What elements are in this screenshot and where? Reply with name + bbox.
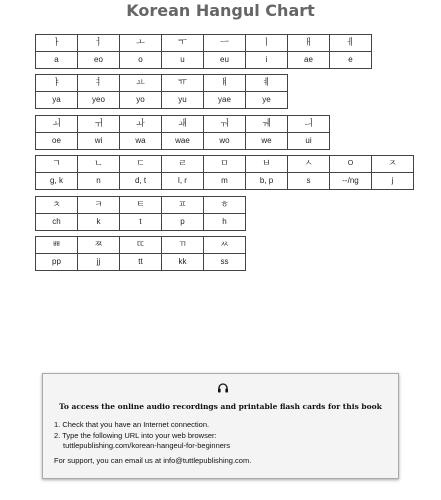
- romanization-row: [35, 253, 245, 270]
- hangul-row: [35, 155, 413, 172]
- romanization-cell: ye: [245, 91, 288, 109]
- hangul-cell: ㅒ: [203, 74, 246, 92]
- hangul-cell: ㄷ: [119, 155, 162, 173]
- headphones-icon: [217, 382, 229, 394]
- section-basic-consonants: [35, 155, 413, 189]
- romanization-cell: wi: [77, 132, 120, 150]
- romanization-cell: j: [371, 172, 414, 190]
- romanization-row: [35, 172, 413, 189]
- hangul-cell: ㅚ: [35, 115, 78, 133]
- romanization-cell: ya: [35, 91, 78, 109]
- romanization-cell: wae: [161, 132, 204, 150]
- romanization-row: [35, 51, 371, 68]
- hangul-cell: ㅊ: [35, 196, 78, 214]
- romanization-cell: i: [245, 51, 288, 69]
- hangul-cell: ㅘ: [119, 115, 162, 133]
- hangul-cell: ㅈ: [371, 155, 414, 173]
- hangul-cell: ㅑ: [35, 74, 78, 92]
- hangul-cell: ㄱ: [35, 155, 78, 173]
- romanization-cell: wa: [119, 132, 162, 150]
- hangul-row: [35, 115, 329, 132]
- info-url: tuttlepublishing.com/korean-hangeul-for-beginners: [63, 441, 231, 450]
- romanization-cell: h: [203, 213, 246, 231]
- hangul-cell: ㅛ: [119, 74, 162, 92]
- section-y-vowels: [35, 74, 287, 108]
- hangul-cell: ㅋ: [77, 196, 120, 214]
- romanization-cell: s: [287, 172, 330, 190]
- section-double-consonants: [35, 236, 245, 270]
- romanization-cell: kk: [161, 253, 204, 271]
- romanization-cell: pp: [35, 253, 78, 271]
- romanization-cell: n: [77, 172, 120, 190]
- hangul-cell: ㅢ: [287, 115, 330, 133]
- hangul-cell: ㅖ: [245, 74, 288, 92]
- hangul-cell: ㅁ: [203, 155, 246, 173]
- audio-info-box: [42, 373, 399, 479]
- romanization-row: [35, 91, 287, 108]
- romanization-cell: m: [203, 172, 246, 190]
- hangul-cell: ㅡ: [203, 34, 246, 52]
- hangul-cell: ㅇ: [329, 155, 372, 173]
- romanization-cell: b, p: [245, 172, 288, 190]
- romanization-cell: oe: [35, 132, 78, 150]
- romanization-cell: --/ng: [329, 172, 372, 190]
- romanization-cell: g, k: [35, 172, 78, 190]
- hangul-cell: ㄴ: [77, 155, 120, 173]
- hangul-cell: ㅓ: [77, 34, 120, 52]
- romanization-cell: we: [245, 132, 288, 150]
- romanization-cell: a: [35, 51, 78, 69]
- romanization-row: [35, 213, 245, 230]
- romanization-cell: o: [119, 51, 162, 69]
- hangul-cell: ㅔ: [329, 34, 372, 52]
- hangul-row: [35, 196, 245, 213]
- romanization-cell: d, t: [119, 172, 162, 190]
- hangul-cell: ㅍ: [161, 196, 204, 214]
- romanization-cell: u: [161, 51, 204, 69]
- hangul-cell: ㅏ: [35, 34, 78, 52]
- romanization-cell: ch: [35, 213, 78, 231]
- info-step-2: 2. Type the following URL into your web browser:: [54, 431, 217, 440]
- romanization-cell: l, r: [161, 172, 204, 190]
- hangul-cell: ㅆ: [203, 236, 246, 254]
- hangul-cell: ㅗ: [119, 34, 162, 52]
- hangul-cell: ㅣ: [245, 34, 288, 52]
- romanization-cell: ss: [203, 253, 246, 271]
- romanization-cell: e: [329, 51, 372, 69]
- romanization-cell: ae: [287, 51, 330, 69]
- hangul-cell: ㅞ: [245, 115, 288, 133]
- hangul-row: [35, 236, 245, 253]
- hangul-cell: ㅠ: [161, 74, 204, 92]
- hangul-cell: ㅌ: [119, 196, 162, 214]
- romanization-cell: k: [77, 213, 120, 231]
- hangul-cell: ㅂ: [245, 155, 288, 173]
- romanization-cell: yeo: [77, 91, 120, 109]
- section-w-vowels: [35, 115, 329, 149]
- chart-title: Korean Hangul Chart: [126, 1, 315, 20]
- info-support: For support, you can email us at info@tuttlepublishing.com.: [54, 456, 252, 465]
- romanization-cell: wo: [203, 132, 246, 150]
- romanization-cell: yae: [203, 91, 246, 109]
- hangul-cell: ㄸ: [119, 236, 162, 254]
- hangul-cell: ㅕ: [77, 74, 120, 92]
- romanization-cell: tt: [119, 253, 162, 271]
- info-step-1: 1. Check that you have an Internet connection.: [54, 420, 210, 429]
- hangul-cell: ㅎ: [203, 196, 246, 214]
- hangul-cell: ㅉ: [77, 236, 120, 254]
- section-basic-vowels: [35, 34, 371, 68]
- hangul-cell: ㅅ: [287, 155, 330, 173]
- romanization-row: [35, 132, 329, 149]
- romanization-cell: jj: [77, 253, 120, 271]
- hangul-cell: ㄲ: [161, 236, 204, 254]
- info-heading: To access the online audio recordings and printable flash cards for this book: [59, 402, 382, 411]
- romanization-cell: p: [161, 213, 204, 231]
- hangul-row: [35, 34, 371, 51]
- hangul-cell: ㅐ: [287, 34, 330, 52]
- hangul-cell: ㅙ: [161, 115, 204, 133]
- hangul-cell: ㅝ: [203, 115, 246, 133]
- romanization-cell: yo: [119, 91, 162, 109]
- romanization-cell: t: [119, 213, 162, 231]
- hangul-cell: ㅃ: [35, 236, 78, 254]
- hangul-row: [35, 74, 287, 91]
- romanization-cell: eo: [77, 51, 120, 69]
- romanization-cell: ui: [287, 132, 330, 150]
- romanization-cell: eu: [203, 51, 246, 69]
- hangul-cell: ㅟ: [77, 115, 120, 133]
- romanization-cell: yu: [161, 91, 204, 109]
- hangul-cell: ㄹ: [161, 155, 204, 173]
- hangul-cell: ㅜ: [161, 34, 204, 52]
- section-aspirated-consonants: [35, 196, 245, 230]
